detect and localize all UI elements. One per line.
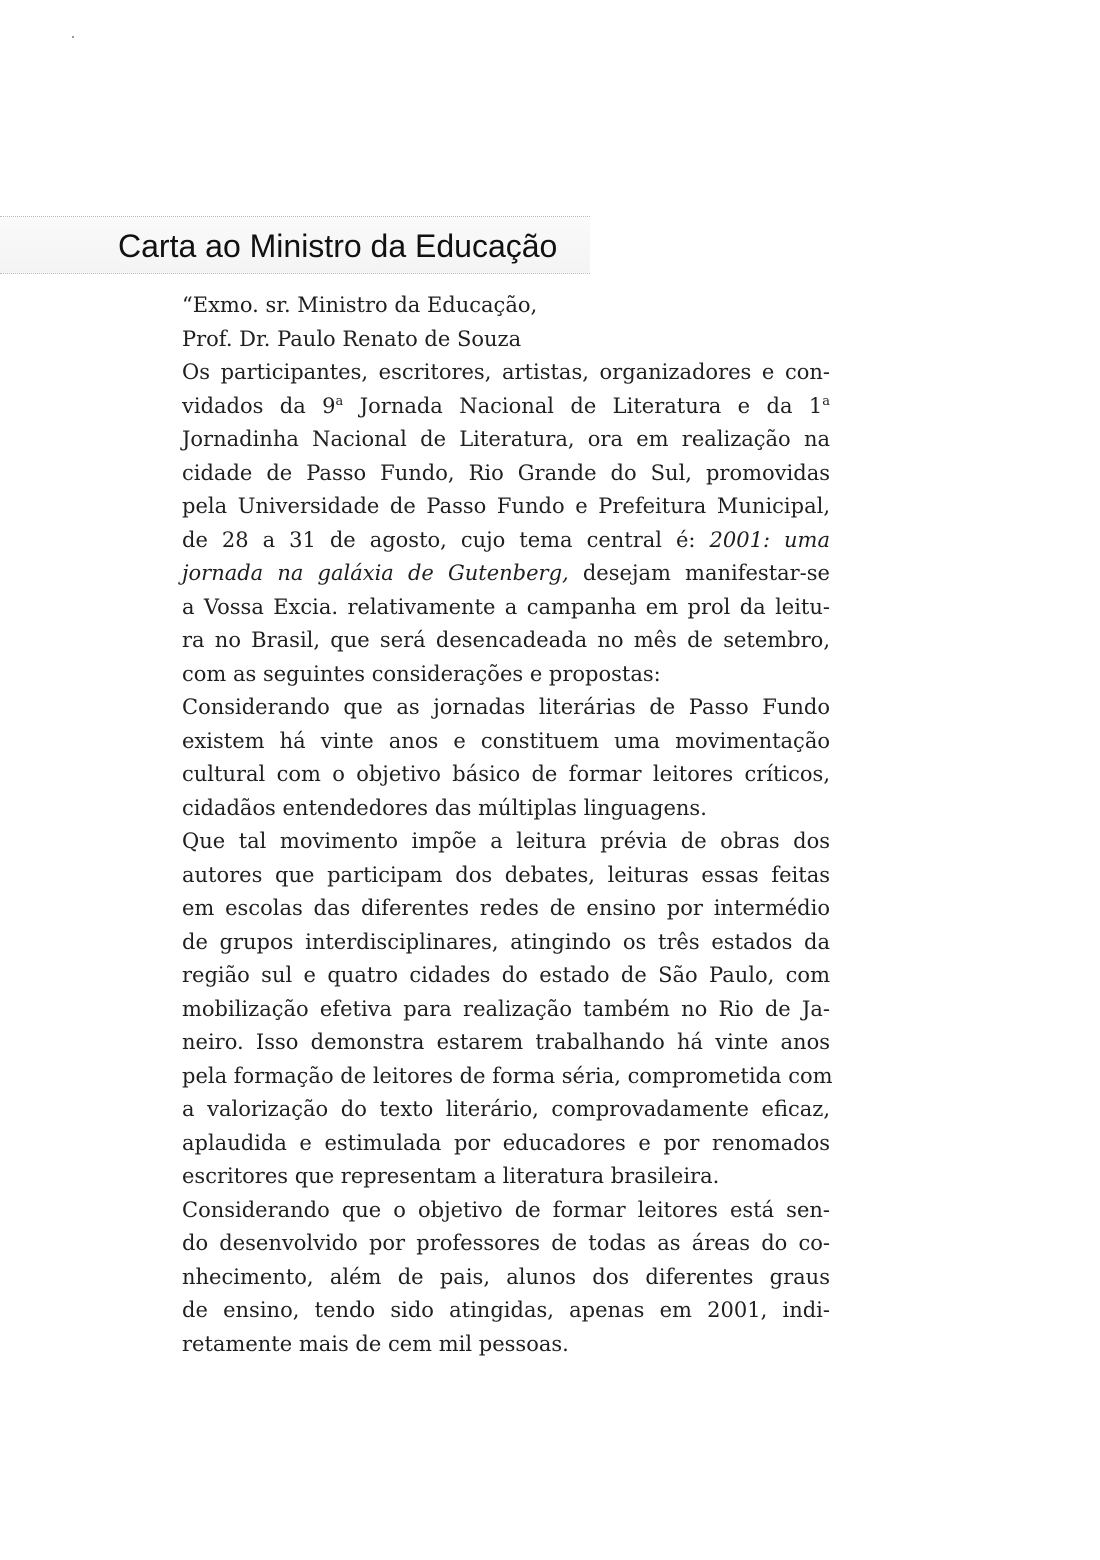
text-line: cultural com o objetivo básico de formar leitores críticos, (182, 762, 830, 786)
text-line (182, 557, 830, 591)
ordinal-superscript: a (822, 393, 831, 409)
text-line (182, 524, 830, 558)
text-line: com as seguintes considerações e propostas: (182, 661, 661, 686)
italic-title: 2001: uma (709, 527, 830, 552)
text-line: ra no Brasil, que será desencadeada no mês de setembro, (182, 628, 830, 652)
italic-title: jornada na galáxia de Gutenberg, (182, 561, 569, 585)
text-line: escritores que representam a literatura brasileira. (182, 1164, 720, 1188)
text-run: Jornada Nacional de Literatura e da 1 (343, 393, 823, 418)
text-line: a valorização do texto literário, comprovadamente eficaz, (182, 1097, 830, 1121)
text-line: Prof. Dr. Paulo Renato de Souza (182, 326, 522, 351)
chapter-title: Carta ao Ministro da Educação (118, 228, 558, 264)
scan-speck (72, 36, 74, 38)
letter-body (182, 289, 833, 1361)
text-line: autores que participam dos debates, leituras essas feitas (182, 862, 830, 887)
text-line: cidade de Passo Fundo, Rio Grande do Sul, promovidas (182, 460, 830, 485)
text-line: mobilização efetiva para realização também no Rio de Ja- (182, 996, 830, 1021)
text-run: de 28 a 31 de agosto, cujo tema central é: (182, 527, 710, 552)
text-line: neiro. Isso demonstra estarem trabalhando há vinte anos (182, 1030, 830, 1054)
text-line: cidadãos entendedores das múltiplas linguagens. (182, 795, 707, 820)
text-line: Os participantes, escritores, artistas, organizadores e con- (182, 360, 830, 384)
text-line: em escolas das diferentes redes de ensino por intermédio (182, 896, 830, 920)
text-line: Considerando que as jornadas literárias de Passo Fundo (182, 695, 830, 719)
text-line: de grupos interdisciplinares, atingindo os três estados da (182, 929, 830, 954)
text-line (182, 390, 830, 424)
text-line: Considerando que o objetivo de formar leitores está sen- (182, 1197, 830, 1222)
text-line: região sul e quatro cidades do estado de São Paulo, com (182, 963, 830, 987)
ordinal-superscript: a (335, 393, 344, 409)
text-line: nhecimento, além de pais, alunos dos diferentes graus (182, 1264, 830, 1289)
text-line: “Exmo. sr. Ministro da Educação, (182, 293, 538, 317)
text-line: aplaudida e estimulada por educadores e por renomados (182, 1130, 830, 1155)
text-line: pela Universidade de Passo Fundo e Prefeitura Municipal, (182, 494, 830, 518)
text-run: vidados da 9 (182, 393, 336, 418)
text-line: do desenvolvido por professores de todas as áreas do co- (182, 1231, 830, 1255)
text-line: a Vossa Excia. relativamente a campanha em prol da leitu- (182, 594, 830, 619)
text-line: Que tal movimento impõe a leitura prévia de obras dos (182, 829, 830, 853)
text-line: retamente mais de cem mil pessoas. (182, 1331, 569, 1356)
text-run: desejam manifestar-se (568, 561, 830, 585)
text-line: pela formação de leitores de forma séria, comprometida com (182, 1063, 833, 1088)
text-line: de ensino, tendo sido atingidas, apenas em 2001, indi- (182, 1298, 830, 1322)
text-line: existem há vinte anos e constituem uma movimentação (182, 728, 830, 753)
text-line: Jornadinha Nacional de Literatura, ora em realização na (182, 427, 830, 451)
